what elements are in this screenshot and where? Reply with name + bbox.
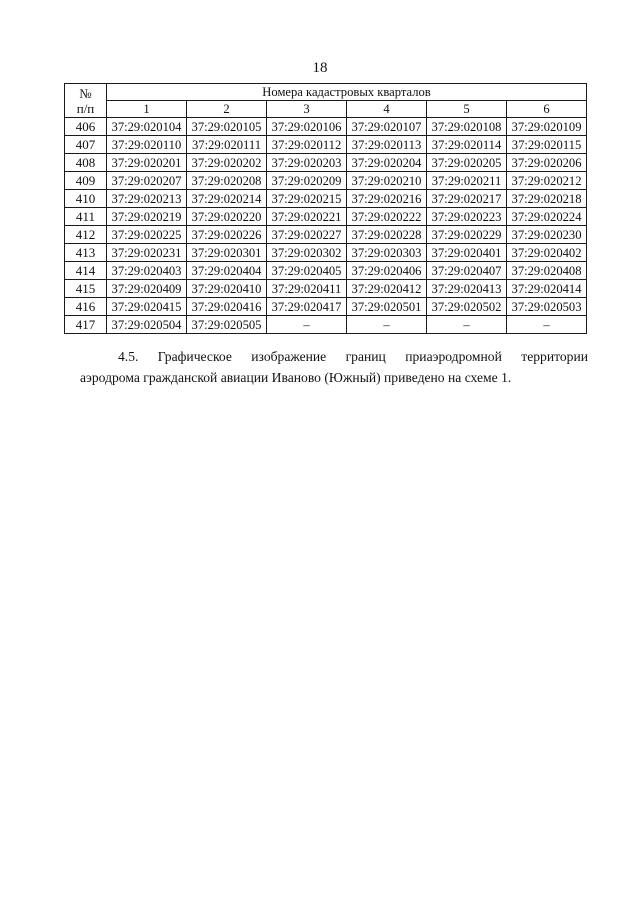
table-row — [65, 244, 587, 262]
cadastral-number-cell: 37:29:020224 — [507, 208, 587, 226]
header-row-top — [65, 84, 587, 101]
cadastral-number-cell: 37:29:020301 — [187, 244, 267, 262]
cadastral-number-cell: 37:29:020404 — [187, 262, 267, 280]
cadastral-number-cell: 37:29:020204 — [347, 154, 427, 172]
cadastral-number-cell: 37:29:020401 — [427, 244, 507, 262]
row-number-cell: 410 — [65, 190, 107, 208]
cadastral-number-cell: 37:29:020108 — [427, 118, 507, 136]
cadastral-number-cell: – — [267, 316, 347, 334]
cadastral-number-cell: 37:29:020413 — [427, 280, 507, 298]
cadastral-number-cell: 37:29:020110 — [107, 136, 187, 154]
paragraph-line-1: 4.5. Графическое изображение границ приаэродромной территории — [118, 349, 588, 364]
column-header: 3 — [267, 101, 347, 118]
cadastral-number-cell: 37:29:020202 — [187, 154, 267, 172]
header-row-columns — [65, 101, 587, 118]
cadastral-number-cell: 37:29:020214 — [187, 190, 267, 208]
table-row — [65, 154, 587, 172]
column-header: 5 — [427, 101, 507, 118]
cadastral-number-cell: 37:29:020216 — [347, 190, 427, 208]
group-header: Номера кадастровых кварталов — [107, 84, 587, 101]
cadastral-number-cell: 37:29:020208 — [187, 172, 267, 190]
table-row — [65, 118, 587, 136]
cadastral-number-cell: 37:29:020302 — [267, 244, 347, 262]
cadastral-number-cell: – — [427, 316, 507, 334]
cadastral-number-cell: 37:29:020201 — [107, 154, 187, 172]
table-row — [65, 172, 587, 190]
table-row — [65, 190, 587, 208]
cadastral-number-cell: 37:29:020106 — [267, 118, 347, 136]
cadastral-number-cell: 37:29:020229 — [427, 226, 507, 244]
cadastral-number-cell: 37:29:020410 — [187, 280, 267, 298]
row-number-cell: 406 — [65, 118, 107, 136]
cadastral-number-cell: 37:29:020207 — [107, 172, 187, 190]
cadastral-number-cell: 37:29:020226 — [187, 226, 267, 244]
table-row — [65, 262, 587, 280]
table-row — [65, 298, 587, 316]
cadastral-number-cell: 37:29:020225 — [107, 226, 187, 244]
table-row — [65, 316, 587, 334]
cadastral-number-cell: 37:29:020501 — [347, 298, 427, 316]
section-paragraph — [80, 346, 588, 388]
row-number-header-line1: № — [79, 85, 92, 101]
cadastral-number-cell: 37:29:020114 — [427, 136, 507, 154]
cadastral-number-cell: 37:29:020113 — [347, 136, 427, 154]
cadastral-number-cell: 37:29:020415 — [107, 298, 187, 316]
row-number-cell: 411 — [65, 208, 107, 226]
page-number: 18 — [312, 60, 328, 76]
table-row — [65, 208, 587, 226]
cadastral-number-cell: 37:29:020109 — [507, 118, 587, 136]
cadastral-number-cell: 37:29:020412 — [347, 280, 427, 298]
cadastral-number-cell: 37:29:020221 — [267, 208, 347, 226]
cadastral-number-cell: 37:29:020215 — [267, 190, 347, 208]
row-number-cell: 412 — [65, 226, 107, 244]
table-row — [65, 136, 587, 154]
cadastral-number-cell: 37:29:020211 — [427, 172, 507, 190]
cadastral-number-cell: 37:29:020210 — [347, 172, 427, 190]
row-number-header — [65, 84, 107, 118]
column-header: 6 — [507, 101, 587, 118]
cadastral-number-cell: 37:29:020231 — [107, 244, 187, 262]
row-number-cell: 408 — [65, 154, 107, 172]
cadastral-number-cell: 37:29:020411 — [267, 280, 347, 298]
cadastral-number-cell: 37:29:020409 — [107, 280, 187, 298]
cadastral-number-cell: 37:29:020220 — [187, 208, 267, 226]
cadastral-number-cell: 37:29:020111 — [187, 136, 267, 154]
cadastral-number-cell: 37:29:020417 — [267, 298, 347, 316]
paragraph-line-2: аэродрома гражданской авиации Иваново (Южный) приведено на схеме 1. — [80, 370, 512, 385]
cadastral-number-cell: 37:29:020107 — [347, 118, 427, 136]
cadastral-number-cell: 37:29:020217 — [427, 190, 507, 208]
cadastral-number-cell: 37:29:020105 — [187, 118, 267, 136]
column-header: 2 — [187, 101, 267, 118]
cadastral-number-cell: 37:29:020303 — [347, 244, 427, 262]
cadastral-number-cell: 37:29:020227 — [267, 226, 347, 244]
cadastral-number-cell: 37:29:020212 — [507, 172, 587, 190]
row-number-cell: 417 — [65, 316, 107, 334]
cadastral-number-cell: 37:29:020406 — [347, 262, 427, 280]
cadastral-number-cell: 37:29:020222 — [347, 208, 427, 226]
cadastral-number-cell: 37:29:020209 — [267, 172, 347, 190]
row-number-cell: 415 — [65, 280, 107, 298]
cadastral-number-cell: – — [507, 316, 587, 334]
cadastral-number-cell: 37:29:020223 — [427, 208, 507, 226]
table-row — [65, 226, 587, 244]
cadastral-number-cell: 37:29:020112 — [267, 136, 347, 154]
cadastral-number-cell: – — [347, 316, 427, 334]
row-number-cell: 407 — [65, 136, 107, 154]
cadastral-number-cell: 37:29:020403 — [107, 262, 187, 280]
cadastral-number-cell: 37:29:020228 — [347, 226, 427, 244]
cadastral-number-cell: 37:29:020416 — [187, 298, 267, 316]
cadastral-number-cell: 37:29:020213 — [107, 190, 187, 208]
cadastral-quarters-table — [64, 83, 587, 334]
cadastral-number-cell: 37:29:020503 — [507, 298, 587, 316]
row-number-cell: 416 — [65, 298, 107, 316]
row-number-cell: 409 — [65, 172, 107, 190]
cadastral-number-cell: 37:29:020230 — [507, 226, 587, 244]
table-header — [65, 84, 587, 118]
row-number-cell: 414 — [65, 262, 107, 280]
cadastral-number-cell: 37:29:020203 — [267, 154, 347, 172]
column-header: 4 — [347, 101, 427, 118]
cadastral-number-cell: 37:29:020402 — [507, 244, 587, 262]
table-row — [65, 280, 587, 298]
cadastral-number-cell: 37:29:020115 — [507, 136, 587, 154]
cadastral-number-cell: 37:29:020219 — [107, 208, 187, 226]
row-number-header-line2: п/п — [76, 100, 95, 116]
row-number-cell: 413 — [65, 244, 107, 262]
cadastral-number-cell: 37:29:020414 — [507, 280, 587, 298]
table-body — [65, 118, 587, 334]
cadastral-number-cell: 37:29:020504 — [107, 316, 187, 334]
cadastral-number-cell: 37:29:020407 — [427, 262, 507, 280]
cadastral-number-cell: 37:29:020502 — [427, 298, 507, 316]
cadastral-number-cell: 37:29:020104 — [107, 118, 187, 136]
cadastral-number-cell: 37:29:020205 — [427, 154, 507, 172]
cadastral-number-cell: 37:29:020206 — [507, 154, 587, 172]
cadastral-number-cell: 37:29:020405 — [267, 262, 347, 280]
cadastral-number-cell: 37:29:020218 — [507, 190, 587, 208]
column-header: 1 — [107, 101, 187, 118]
cadastral-number-cell: 37:29:020408 — [507, 262, 587, 280]
cadastral-number-cell: 37:29:020505 — [187, 316, 267, 334]
